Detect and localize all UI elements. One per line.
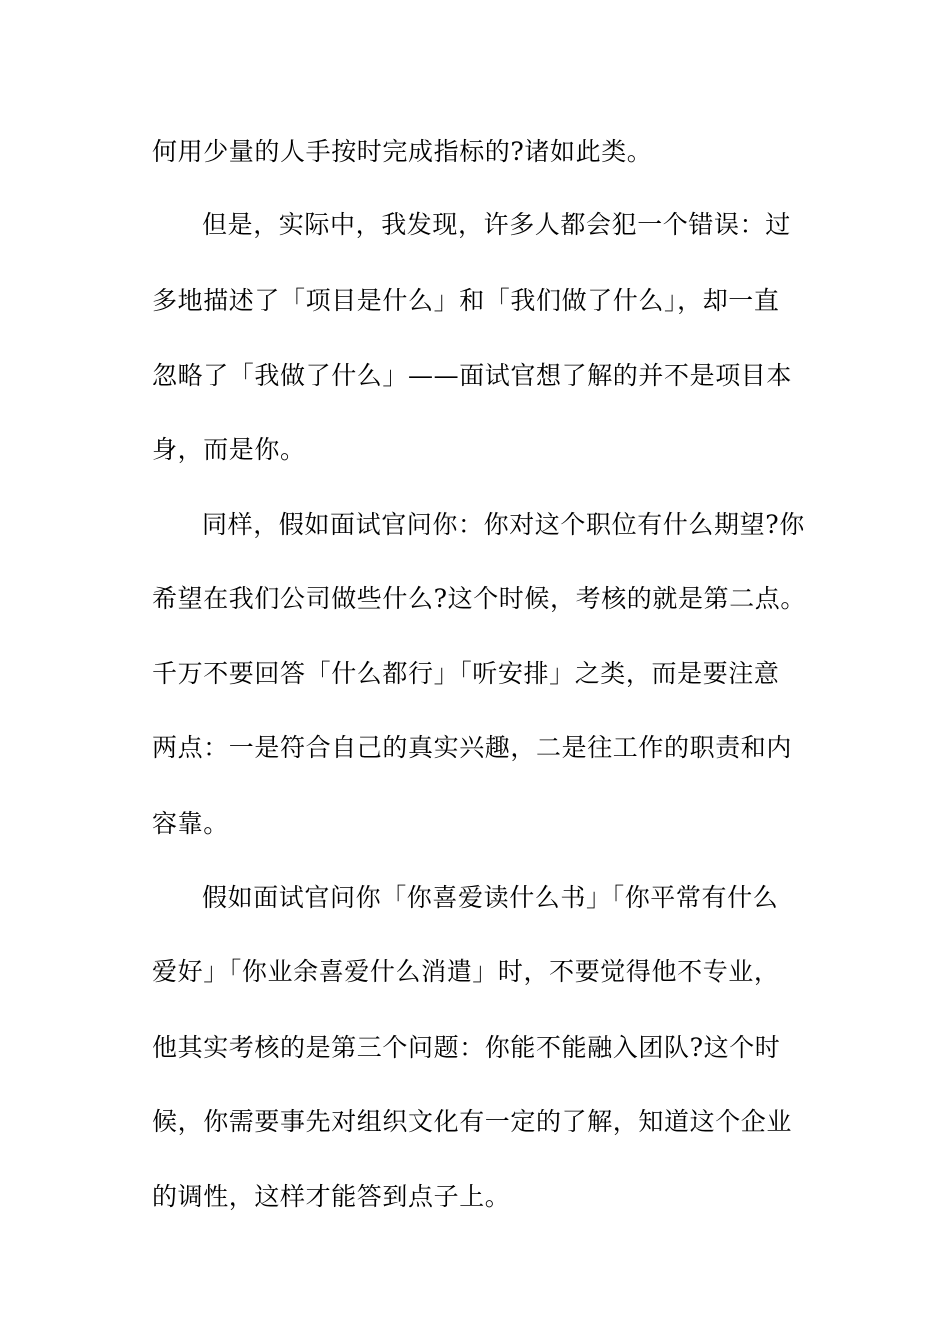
paragraph-first-line: 假如面试官问你「你喜爱读什么书」「你平常有什么 xyxy=(202,883,779,912)
text-line: 的调性，这样才能答到点子上。 xyxy=(152,1182,511,1211)
text-line: 两点：一是符合自己的真实兴趣，二是往工作的职责和内 xyxy=(152,733,793,762)
text-line: 希望在我们公司做些什么?这个时候，考核的就是第二点。 xyxy=(152,584,807,613)
text-line: 他其实考核的是第三个问题：你能不能融入团队?这个时 xyxy=(152,1033,781,1062)
paragraph-first-line: 但是，实际中，我发现，许多人都会犯一个错误：过 xyxy=(202,210,791,239)
paragraph-first-line: 同样，假如面试官问你：你对这个职位有什么期望?你 xyxy=(202,510,805,539)
text-line: 千万不要回答「什么都行」「听安排」之类，而是要注意 xyxy=(152,659,780,688)
text-line: 容靠。 xyxy=(152,809,229,838)
text-line: 候，你需要事先对组织文化有一定的了解，知道这个企业 xyxy=(152,1107,793,1136)
text-line: 身，而是你。 xyxy=(152,435,306,464)
text-line: 多地描述了「项目是什么」和「我们做了什么」，却一直 xyxy=(152,286,780,315)
text-line: 何用少量的人手按时完成指标的?诸如此类。 xyxy=(152,137,653,166)
text-line: 忽略了「我做了什么」——面试官想了解的并不是项目本 xyxy=(152,361,793,390)
text-line: 爱好」「你业余喜爱什么消遣」时，不要觉得他不专业， xyxy=(152,957,780,986)
